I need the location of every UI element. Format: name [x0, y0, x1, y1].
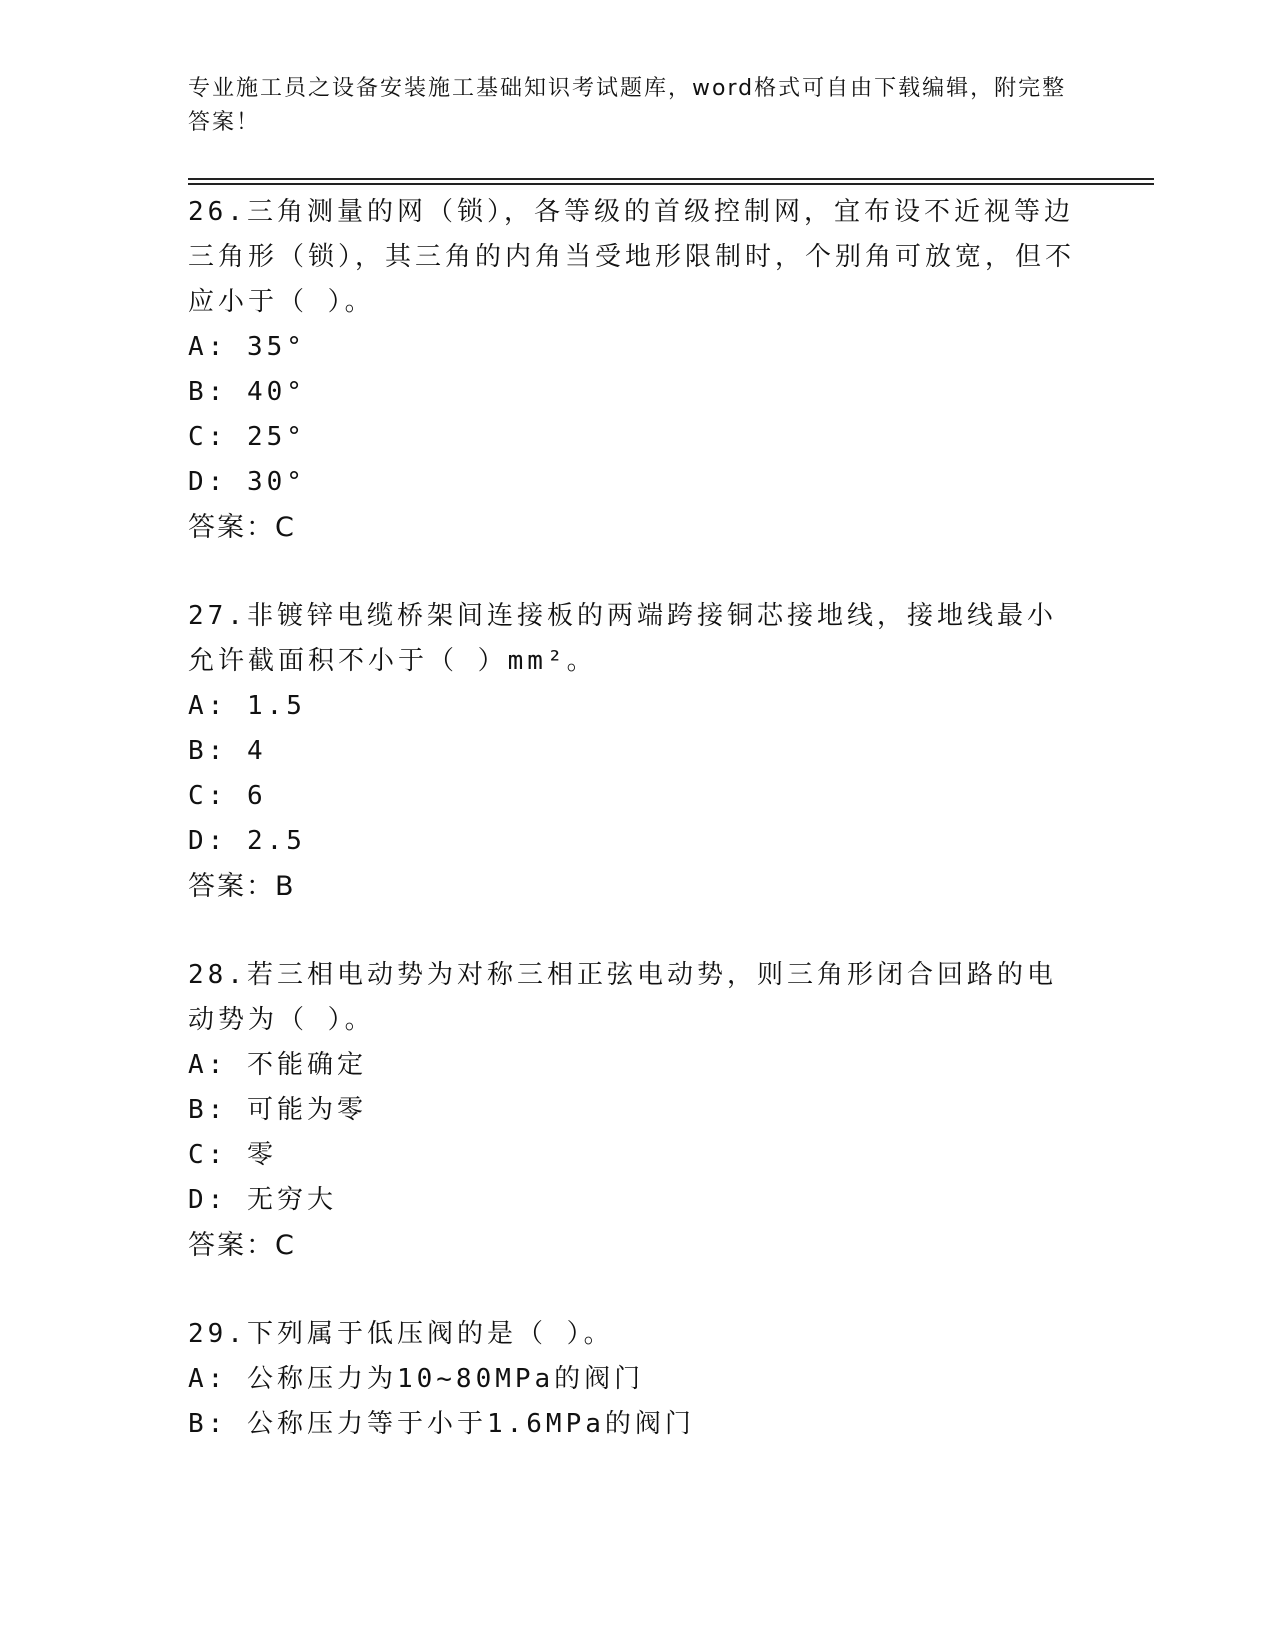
header-divider-bottom	[188, 183, 1154, 185]
answer-line: 答案：C	[188, 512, 296, 543]
option-d: D: 无穷大	[188, 1185, 337, 1215]
question-28	[188, 953, 1078, 1268]
option-a: A: 公称压力为10~80MPa的阀门	[188, 1364, 645, 1394]
option-a: A: 35°	[188, 332, 306, 362]
option-b: B: 可能为零	[188, 1095, 367, 1125]
option-d: D: 30°	[188, 467, 306, 497]
option-c: C: 零	[188, 1140, 277, 1170]
option-b: B: 公称压力等于小于1.6MPa的阀门	[188, 1409, 695, 1439]
question-list	[188, 190, 1078, 1491]
question-text: 27.非镀锌电缆桥架间连接板的两端跨接铜芯接地线，接地线最小允许截面积不小于（ ）mm²。	[188, 601, 1057, 676]
option-c: C: 6	[188, 781, 267, 811]
answer-line: 答案：C	[188, 1230, 296, 1261]
question-text: 29.下列属于低压阀的是（ ）。	[188, 1319, 614, 1349]
question-26	[188, 190, 1078, 550]
header-divider-top	[188, 178, 1154, 180]
option-c: C: 25°	[188, 422, 306, 452]
document-header: 专业施工员之设备安装施工基础知识考试题库，word格式可自由下载编辑，附完整答案！	[188, 76, 1067, 135]
option-d: D: 2.5	[188, 826, 306, 856]
option-a: A: 1.5	[188, 691, 306, 721]
option-b: B: 40°	[188, 377, 306, 407]
question-29	[188, 1312, 1078, 1447]
question-text: 28.若三相电动势为对称三相正弦电动势，则三角形闭合回路的电动势为（ ）。	[188, 960, 1057, 1035]
answer-line: 答案：B	[188, 871, 296, 902]
option-a: A: 不能确定	[188, 1050, 367, 1080]
question-27	[188, 594, 1078, 909]
question-text: 26.三角测量的网（锁），各等级的首级控制网，宜布设不近视等边三角形（锁），其三角的内角当受地形限制时，个别角可放宽，但不应小于（ ）。	[188, 197, 1076, 317]
option-b: B: 4	[188, 736, 267, 766]
